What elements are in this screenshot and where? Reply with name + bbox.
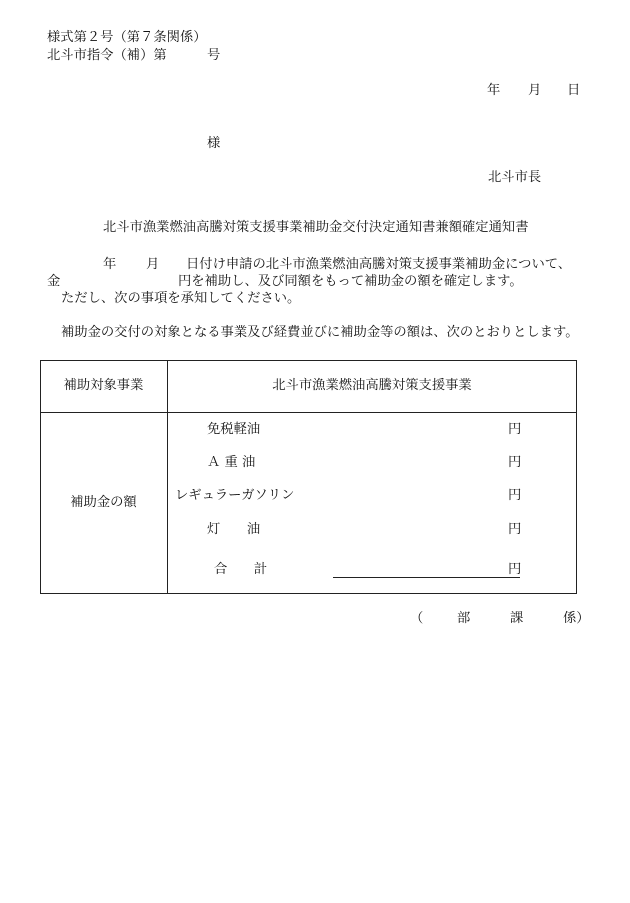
project-label-cell: 補助対象事業 [63,378,144,393]
body-line2-amount-prefix: 金 [47,274,61,289]
footer-unit-label: 係） [563,611,590,626]
directive-number-prefix: 北斗市指令（補）第 [47,48,167,63]
total-label: 合 計 [214,562,268,577]
footer-department-label: 部 [457,611,471,626]
body-line2-text: 円を補助し、及び同額をもって補助金の額を確定します。 [178,274,523,289]
fuel-item-unit: 円 [508,522,522,537]
date-day-label: 日 [567,83,581,98]
issuer-name: 北斗市長 [488,170,542,185]
document-title: 北斗市漁業燃油高騰対策支援事業補助金交付決定通知書兼額確定通知書 [103,220,529,235]
total-unit: 円 [508,562,522,577]
table-column-divider [167,361,168,593]
date-year-label: 年 [487,83,501,98]
fuel-item-name: Ａ 重 油 [207,455,256,470]
fuel-item-unit: 円 [508,455,522,470]
body-line1-month-label: 月 [146,257,160,272]
form-number: 様式第２号（第７条関係） [47,30,207,45]
body-line4-text: 補助金の交付の対象となる事業及び経費並びに補助金等の額は、次のとおりとします。 [61,325,579,340]
body-line1-text: 日付け申請の北斗市漁業燃油高騰対策支援事業補助金について、 [186,257,572,272]
amount-label-cell: 補助金の額 [70,495,137,510]
date-month-label: 月 [528,83,542,98]
body-line3-text: ただし、次の事項を承知してください。 [61,291,301,306]
project-name-cell: 北斗市漁業燃油高騰対策支援事業 [272,378,472,393]
fuel-item-name: 免税軽油 [207,422,261,437]
fuel-item-unit: 円 [508,422,522,437]
total-amount-underline [333,577,520,578]
body-line1-year-label: 年 [103,257,117,272]
table-row-divider [41,412,576,413]
fuel-item-unit: 円 [508,488,522,503]
footer-open-paren: （ [410,611,424,626]
addressee-honorific: 様 [207,136,221,151]
directive-number-suffix: 号 [207,48,221,63]
subsidy-table [40,360,577,594]
fuel-item-name: 灯 油 [207,522,261,537]
fuel-item-name: レギュラーガソリン [175,488,295,503]
footer-section-label: 課 [510,611,524,626]
